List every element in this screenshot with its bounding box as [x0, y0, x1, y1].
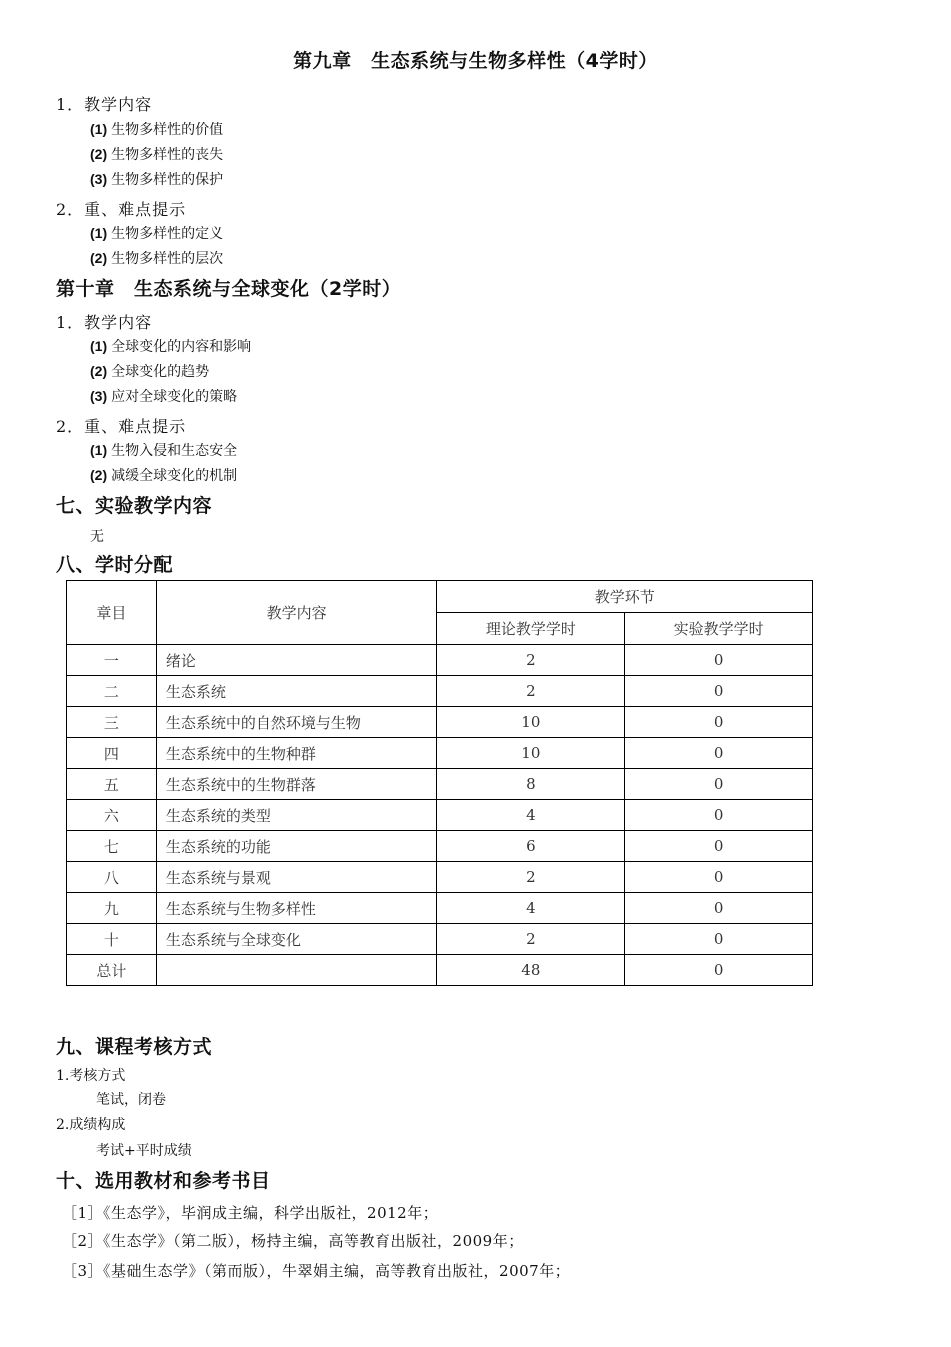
section10-title: 十、选用教材和参考书目 — [56, 1170, 271, 1192]
header-teaching-stage: 教学环节 — [437, 581, 813, 613]
cell-lab: 0 — [625, 924, 813, 955]
cell-theory: 6 — [437, 831, 625, 862]
cell-theory: 8 — [437, 769, 625, 800]
section7-body: 无 — [90, 529, 104, 545]
cell-content: 生态系统的功能 — [156, 831, 437, 862]
item-text: 应对全球变化的策略 — [111, 389, 238, 405]
table-row — [67, 862, 813, 893]
header-chapter: 章目 — [67, 581, 157, 645]
chapter10-content-item — [90, 361, 209, 381]
table-total-row — [67, 955, 813, 986]
cell-content: 绪论 — [156, 645, 437, 676]
header-lab-hours: 实验教学学时 — [625, 613, 813, 645]
cell-theory: 10 — [437, 707, 625, 738]
item-text: 全球变化的趋势 — [111, 364, 210, 380]
cell-chapter: 五 — [67, 769, 157, 800]
section7-title: 七、实验教学内容 — [56, 495, 213, 517]
item-number: (2) — [90, 363, 108, 379]
item-text: 生物多样性的定义 — [111, 226, 224, 242]
cell-lab: 0 — [625, 676, 813, 707]
chapter10-content-heading: 1．教学内容 — [56, 313, 153, 332]
cell-content: 生态系统与生物多样性 — [156, 893, 437, 924]
table-row — [67, 893, 813, 924]
item-text: 生物入侵和生态安全 — [111, 443, 238, 459]
chapter9-key-heading: 2．重、难点提示 — [56, 200, 187, 219]
cell-theory: 10 — [437, 738, 625, 769]
chapter10-title: 第十章 生态系统与全球变化（2学时） — [56, 278, 402, 300]
item-number: (3) — [90, 171, 108, 187]
cell-theory: 48 — [437, 955, 625, 986]
cell-chapter: 十 — [67, 924, 157, 955]
chapter10-key-heading: 2．重、难点提示 — [56, 417, 187, 436]
item-number: (2) — [90, 250, 108, 266]
item-number: (1) — [90, 225, 108, 241]
cell-theory: 2 — [437, 862, 625, 893]
chapter9-content-item — [90, 169, 223, 189]
reference-item: ［3］《基础生态学》（第而版），牛翠娟主编，高等教育出版社，2007年； — [62, 1262, 571, 1280]
chapter9-content-item — [90, 144, 223, 164]
cell-lab: 0 — [625, 800, 813, 831]
assessment-method-heading: 1.考核方式 — [56, 1068, 126, 1084]
table-row — [67, 738, 813, 769]
chapter9-content-heading: 1．教学内容 — [56, 95, 153, 114]
cell-lab: 0 — [625, 707, 813, 738]
cell-lab: 0 — [625, 955, 813, 986]
chapter9-title: 第九章 生态系统与生物多样性（4学时） — [293, 50, 658, 72]
cell-chapter: 六 — [67, 800, 157, 831]
cell-lab: 0 — [625, 645, 813, 676]
chapter9-key-item — [90, 223, 223, 243]
reference-item: ［1］《生态学》，毕润成主编，科学出版社，2012年； — [62, 1204, 439, 1222]
cell-lab: 0 — [625, 738, 813, 769]
cell-theory: 2 — [437, 645, 625, 676]
section9-title: 九、课程考核方式 — [56, 1036, 213, 1058]
cell-chapter: 八 — [67, 862, 157, 893]
item-text: 生物多样性的价值 — [111, 122, 224, 138]
table-row — [67, 676, 813, 707]
item-number: (3) — [90, 388, 108, 404]
cell-content: 生态系统中的生物种群 — [156, 738, 437, 769]
cell-content — [156, 955, 437, 986]
section8-title: 八、学时分配 — [56, 554, 174, 576]
assessment-method-body: 笔试，闭卷 — [96, 1092, 166, 1108]
cell-lab: 0 — [625, 862, 813, 893]
chapter9-content-item — [90, 119, 223, 139]
item-text: 生物多样性的保护 — [111, 172, 224, 188]
grade-composition-heading: 2.成绩构成 — [56, 1117, 126, 1133]
cell-theory: 2 — [437, 924, 625, 955]
cell-content: 生态系统 — [156, 676, 437, 707]
table-row — [67, 924, 813, 955]
cell-chapter: 一 — [67, 645, 157, 676]
table-header-row — [67, 581, 813, 613]
chapter10-key-item — [90, 465, 237, 485]
table-row — [67, 645, 813, 676]
table-row — [67, 769, 813, 800]
cell-content: 生态系统中的生物群落 — [156, 769, 437, 800]
table-row — [67, 800, 813, 831]
cell-lab: 0 — [625, 893, 813, 924]
table-row — [67, 831, 813, 862]
grade-composition-body: 考试+平时成绩 — [96, 1143, 192, 1159]
item-text: 减缓全球变化的机制 — [111, 468, 238, 484]
cell-lab: 0 — [625, 831, 813, 862]
chapter9-key-item — [90, 248, 223, 268]
reference-item: ［2］《生态学》（第二版），杨持主编，高等教育出版社，2009年； — [62, 1232, 524, 1250]
chapter10-key-item — [90, 440, 237, 460]
cell-chapter: 三 — [67, 707, 157, 738]
item-number: (2) — [90, 467, 108, 483]
cell-chapter: 九 — [67, 893, 157, 924]
cell-chapter: 二 — [67, 676, 157, 707]
cell-content: 生态系统中的自然环境与生物 — [156, 707, 437, 738]
header-content: 教学内容 — [156, 581, 437, 645]
item-text: 全球变化的内容和影响 — [111, 339, 252, 355]
item-number: (1) — [90, 442, 108, 458]
cell-chapter: 总计 — [67, 955, 157, 986]
hours-allocation-table — [66, 580, 813, 986]
item-number: (1) — [90, 338, 108, 354]
item-text: 生物多样性的丧失 — [111, 147, 224, 163]
cell-theory: 4 — [437, 893, 625, 924]
cell-chapter: 七 — [67, 831, 157, 862]
cell-theory: 2 — [437, 676, 625, 707]
cell-content: 生态系统与全球变化 — [156, 924, 437, 955]
cell-theory: 4 — [437, 800, 625, 831]
cell-content: 生态系统与景观 — [156, 862, 437, 893]
item-number: (1) — [90, 121, 108, 137]
item-text: 生物多样性的层次 — [111, 251, 224, 267]
cell-chapter: 四 — [67, 738, 157, 769]
item-number: (2) — [90, 146, 108, 162]
header-theory-hours: 理论教学学时 — [437, 613, 625, 645]
cell-lab: 0 — [625, 769, 813, 800]
table-row — [67, 707, 813, 738]
cell-content: 生态系统的类型 — [156, 800, 437, 831]
chapter10-content-item — [90, 386, 237, 406]
chapter10-content-item — [90, 336, 251, 356]
